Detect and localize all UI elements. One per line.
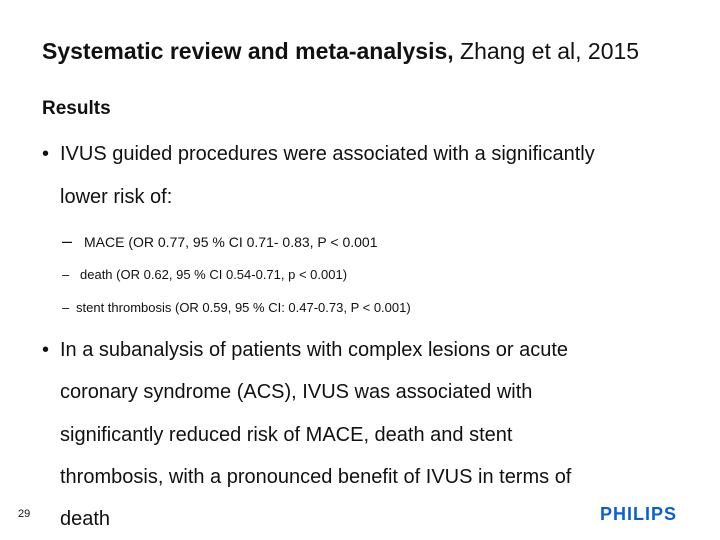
dash-mark: –: [62, 300, 70, 315]
bullet-2: [42, 339, 568, 362]
page-number: 29: [18, 508, 31, 520]
dash-mark: –: [62, 267, 70, 282]
bullet-1-line-1: IVUS guided procedures were associated with a significantly: [60, 143, 595, 165]
sub-item-label: stent thrombosis (OR 0.59, 95 % CI: 0.47-0.73, P < 0.001): [76, 300, 411, 315]
sub-item-label: MACE (OR 0.77, 95 % CI 0.71- 0.83, P < 0.001: [84, 234, 378, 250]
slide-title: [42, 38, 639, 65]
bullet-2-line-1: In a subanalysis of patients with complex lesions or acute: [60, 339, 569, 361]
sub-item-stent-thrombosis: [62, 300, 411, 315]
bullet-2-line-5: death: [60, 508, 111, 530]
sub-item-label: death (OR 0.62, 95 % CI 0.54-0.71, p < 0.001): [80, 267, 348, 282]
bullet-1-line-2: lower risk of:: [60, 186, 173, 208]
bullet-dot: •: [42, 143, 50, 165]
title-bold: Systematic review and meta-analysis,: [42, 38, 454, 64]
bullet-1: [42, 143, 595, 166]
sub-item-death: [62, 267, 347, 282]
philips-logo: PHILIPS: [600, 504, 678, 524]
bullet-2-line-2: coronary syndrome (ACS), IVUS was associated with: [60, 381, 533, 403]
title-normal: Zhang et al, 2015: [453, 38, 640, 64]
sub-item-mace: [62, 231, 378, 252]
bullet-2-line-3: significantly reduced risk of MACE, death and stent: [60, 424, 513, 446]
dash-mark: –: [62, 231, 73, 251]
bullet-dot: •: [42, 339, 50, 361]
bullet-2-line-4: thrombosis, with a pronounced benefit of IVUS in terms of: [60, 466, 572, 488]
section-heading: Results: [42, 98, 111, 119]
